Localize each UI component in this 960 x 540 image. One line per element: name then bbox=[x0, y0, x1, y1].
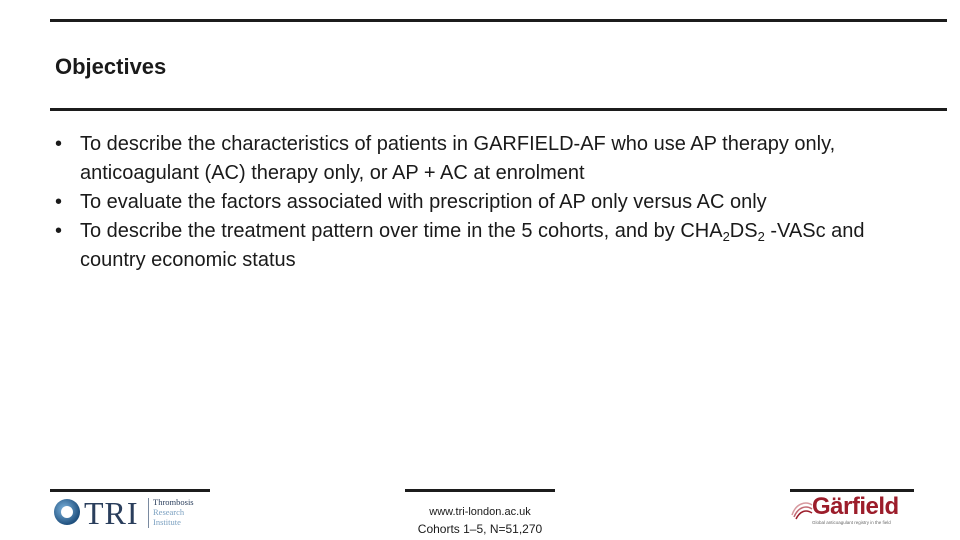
footer-rule-right bbox=[790, 489, 914, 492]
top-rule bbox=[50, 19, 947, 22]
tri-circle-icon bbox=[52, 497, 82, 527]
tri-wordmark: TRI bbox=[84, 495, 139, 531]
footer-rule-center bbox=[405, 489, 555, 492]
footer-rule-left bbox=[50, 489, 210, 492]
tri-logo bbox=[52, 495, 212, 531]
garfield-logo bbox=[790, 495, 915, 531]
footer-center bbox=[380, 504, 580, 538]
tri-institute-name: Thrombosis Research Institute bbox=[153, 497, 194, 527]
list-item bbox=[55, 217, 935, 275]
list-item bbox=[55, 188, 935, 217]
garfield-tagline: Global anticoagulant registry in the field bbox=[812, 520, 891, 525]
garfield-wordmark: Gärfield bbox=[812, 493, 899, 520]
garfield-swirl-icon bbox=[790, 499, 814, 521]
tri-separator bbox=[148, 498, 149, 528]
bullet-glyph: • bbox=[55, 220, 63, 242]
list-item bbox=[55, 130, 935, 188]
bullet-text: To evaluate the factors associated with prescription of AP only versus AC only bbox=[80, 191, 767, 213]
bullet-glyph: • bbox=[55, 191, 63, 213]
footer-cohorts: Cohorts 1–5, N=51,270 bbox=[417, 522, 543, 536]
page-title: Objectives bbox=[55, 54, 167, 79]
subscript: 2 bbox=[757, 229, 765, 244]
bullet-glyph: • bbox=[55, 133, 63, 155]
bullet-text: To describe the treatment pattern over time in the 5 cohorts, and by $CHA_2DS_2$ -VASc and country economic status bbox=[80, 220, 865, 271]
subscript: 2 bbox=[722, 229, 730, 244]
bullet-text: To describe the characteristics of patients in GARFIELD-AF who use AP therapy only, anticoagulant (AC) therapy only, or AP + AC at enrolment bbox=[80, 133, 836, 184]
objectives-list bbox=[55, 130, 935, 275]
title-underline-rule bbox=[50, 108, 947, 111]
footer-url: www.tri-london.ac.uk bbox=[429, 506, 531, 518]
